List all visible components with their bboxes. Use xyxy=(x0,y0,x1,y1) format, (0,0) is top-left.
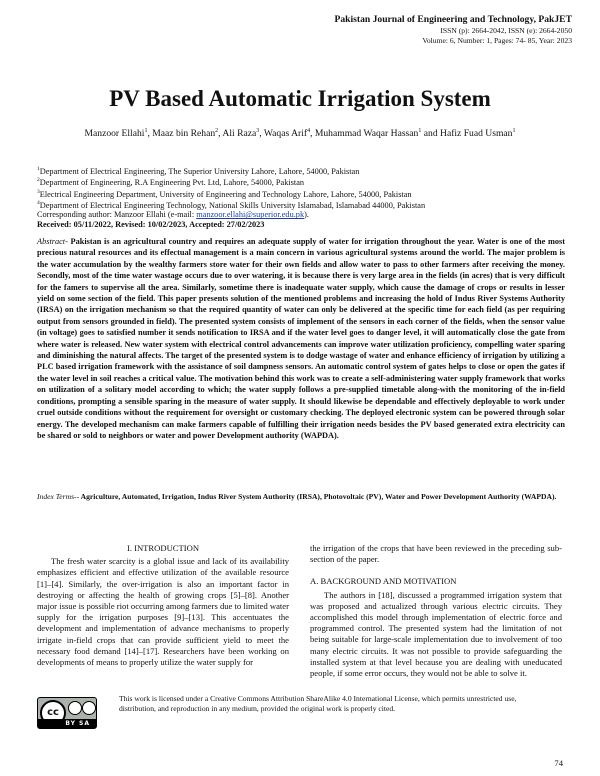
paper-title: PV Based Automatic Irrigation System xyxy=(109,86,491,111)
journal-name: Pakistan Journal of Engineering and Technology, PakJET xyxy=(334,14,572,25)
affiliation-sup: 4 xyxy=(37,200,40,207)
author-sup: 4 xyxy=(307,128,311,134)
affiliations xyxy=(37,165,567,230)
author-name: Muhammad Waqar Hassan xyxy=(314,128,419,140)
affiliation xyxy=(37,176,567,187)
author-sup: 1 xyxy=(144,128,148,134)
author-name: Waqas Arif xyxy=(263,128,308,140)
left-column xyxy=(37,543,289,668)
journal-volume: Volume: 6, Number: 1, Pages: 74- 85, Year: 2023 xyxy=(422,35,572,45)
author-sup: 1 xyxy=(418,128,422,134)
journal-issn: ISSN (p): 2664-2042, ISSN (e): 2664-2050 xyxy=(440,26,572,35)
introduction-heading: I. INTRODUCTION xyxy=(126,543,200,553)
introduction-paragraph: The fresh water scarcity is a global issue and lack of its availability emphasizes efficient and effective utilization of the available resource [1]–[4]. Similarly, the over-irrigation is also an important factor in destroying or affecting the health of growing crops [5]–[8]. Another major issue is possible riot occurring among farmers due to limited water supply for the irrigation purposes [9]–[13]. This accentuates the development and implementation of advance mechanisms to properly irrigate in-field crops that can provide sufficient yield to meet the necessary food demand [14]–[17]. Researchers have been working on developments of means to properly utilize the water supply for xyxy=(37,556,289,668)
affiliation-text: Department of Electrical Engineering, The Superior University Lahore, Lahore, 54000, Pakistan xyxy=(39,166,360,176)
author-name: Maaz bin Rehan xyxy=(152,128,216,140)
abstract-text: Pakistan is an agricultural country and requires an adequate supply of water for irrigation throughout the year. Water is one of the most precious natural resources and its effectual management is a main concern in various agricultural systems around the world. The major problem is the water accumulation by the wealthy farmers store water for their own fields and allow water to pass to other farmers after receiving the money. Secondly, most of the time water wastage occurs due to over watering, it is because there is very large area in the fields (in acres) that is very difficult for the famers to supervise all the area. Similarly, sometime there is inadequate water supply, which cause the damage of crops or results in lesser yield on some section of the field. This paper presents solution of the mentioned problems and increasing the hold of Indus River Systems Authority (IRSA) on the irrigation mechanism so that the required quantity of water can only be delivered at the specific time for each field (as per requiring output from sensors grounded in field). The presented system consists of implement of the sensors in each corner of the fields, when the sensor value (in voltage) goes to satisfied number it sends notification to IRSA and if the water level goes to danger level, it will automatically close the gate from where water is released. New water system with electrical control advancements can improve water utilization proficiency, compelling water sparing and diminishing the natural affects. The target of the presented system is to dodge wastage of water and enhance efficiency of irrigation by utilizing a PLC based irrigation framework with the assistance of soil dampness sensors. An automatic control system of gates helps to close or open the gates if the water level in soil reaches a critical value. The motivation behind this work was to create a self-administering water supply framework that works on utilization of a solitary model according to which; the water supply follows a pre-supplied timetable along-with the monitoring of the in-field conditions, prompting a sensible sparing in the measure of water supply. It should likewise be dependable and effectively deployable to work under cruel outside conditions without the requirement for oversight or customary checking. The deployed electronic system can be powered through solar energy. The developed mechanism can make farmers capable of fulfilling their irrigation needs besides the PV based generated extra electricity can be shared or sold to neighbors or water and power Development authority (WAPDA). xyxy=(37,237,565,440)
affiliation-text: Department of Electrical Engineering Technology, National Skills University Islamabad, Islamabad 44000, Pakistan xyxy=(39,200,426,210)
attribution-icon xyxy=(68,701,82,715)
share-alike-icon xyxy=(82,701,96,715)
index-terms-text: Agriculture, Automated, Irrigation, Indus River System Authority (IRSA), Photovoltaic (PV), Water and Power Development Authority (WAPDA). xyxy=(80,492,557,501)
page-number: 74 xyxy=(554,758,563,768)
license-block xyxy=(37,694,557,734)
author-list: Manzoor Ellahi$^1$, Maaz bin Rehan$^2$, Ali Raza$^3$, Waqas Arif$^4$, Muhammad Waqar Hassan$^1$ and Hafiz Fuad Usman$^1$ xyxy=(84,128,516,140)
right-column xyxy=(310,543,562,679)
corresponding-author xyxy=(37,210,567,220)
index-terms-label: Index Terms-- xyxy=(37,492,80,501)
cc-license-badge[interactable] xyxy=(37,697,97,729)
author-sup: 1 xyxy=(512,128,516,134)
introduction-continuation: the irrigation of the crops that have been reviewed in the preceding sub-section of the paper. xyxy=(310,543,562,565)
author-name: Hafiz Fuad Usman xyxy=(440,128,513,140)
author-sup: 2 xyxy=(215,128,219,134)
author-name: Manzoor Ellahi xyxy=(84,128,145,140)
submission-dates: Received: 05/11/2022, Revised: 10/02/2023, Accepted: 27/02/2023 xyxy=(37,220,265,230)
background-paragraph: The authors in [18], discussed a programmed irrigation system that was proposed and actualized through various electric circuits. They accomplished this model through implementation of electric force and programmed control. The presented system had the limitation of not being suitable for large-scale implementation due to involvement of too many electric circuits. It was not possible to provide safeguarding the installed system at that level because you are dealing with uneducated people, if some error occurs, they would not be able to solve it. xyxy=(310,589,562,679)
corresponding-email-link[interactable]: manzoor.ellahi@superior.edu.pk xyxy=(196,210,305,220)
affiliation xyxy=(37,199,567,210)
affiliation-text: Electrical Engineering Department, University of Engineering and Technology Lahore, Lahore, 54000, Pakistan xyxy=(39,189,412,199)
author-name: Ali Raza xyxy=(222,128,257,140)
background-heading: A. BACKGROUND AND MOTIVATION xyxy=(310,576,457,587)
cc-icon: cc xyxy=(40,700,66,726)
affiliation-sup: 1 xyxy=(37,166,40,172)
affiliation-sup: 3 xyxy=(37,188,40,195)
cc-badge-strip xyxy=(38,719,96,728)
affiliation-sup: 2 xyxy=(37,177,40,184)
journal-header xyxy=(334,14,572,45)
abstract xyxy=(37,236,565,441)
affiliation xyxy=(37,188,567,199)
cc-badge-label: BY SA xyxy=(65,720,90,727)
license-text: This work is licensed under a Creative Commons Attribution ShareAlike 4.0 International License, which permits unrestricted use, distribution, and reproduction in any medium, provided the original work is properly cited. xyxy=(119,694,517,713)
index-terms xyxy=(37,491,565,502)
abstract-label: Abstract- xyxy=(37,237,68,246)
affiliation-text: Department of Engineering, R.A Engineering Pvt. Ltd, Lahore, 54000, Pakistan xyxy=(39,178,305,188)
affiliation xyxy=(37,165,567,176)
author-sup: 3 xyxy=(256,128,260,134)
corresponding-suffix: ). xyxy=(304,210,309,220)
corresponding-prefix: Corresponding author: Manzoor Ellahi (e-mail: xyxy=(37,210,197,220)
